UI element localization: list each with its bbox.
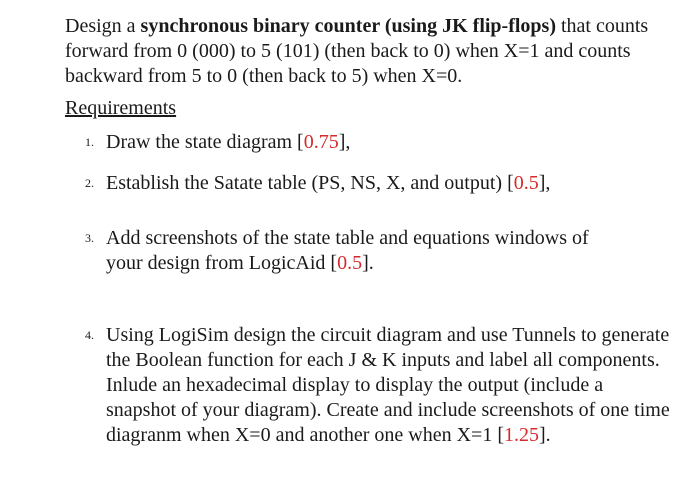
item-number: 3. (85, 231, 94, 245)
requirement-item-1 (65, 130, 685, 155)
item-text: Using LogiSim design the circuit diagram and use Tunnels to generate the Boolean function for each J & K inputs and label all components. Inlude an hexadecimal display to display the output (include a snapshot of your diagram). Create and include screenshots of one time diagranm when X=0 and another one when X=1 [ (106, 324, 670, 446)
requirement-item-3 (65, 226, 626, 276)
item-text: Establish the Satate table (PS, NS, X, and output) [ (106, 172, 514, 194)
item-text-end: ]. (539, 424, 551, 446)
item-text-end: ], (338, 131, 351, 153)
item-text: Draw the state diagram [ (106, 131, 304, 153)
intro-bold-phrase: synchronous binary counter (using JK flip-flops) (140, 15, 556, 37)
item-text-end: ], (538, 172, 551, 194)
requirement-item-2 (65, 171, 685, 196)
assignment-document (65, 14, 685, 448)
item-number: 1. (85, 135, 94, 149)
item-points: 0.5 (513, 172, 539, 194)
requirements-list (65, 130, 685, 448)
item-text-end: ]. (362, 252, 374, 274)
item-points: 0.75 (303, 131, 339, 153)
intro-text-part1: Design a (65, 15, 141, 37)
item-points: 0.5 (337, 252, 363, 274)
requirement-item-4 (65, 323, 676, 448)
item-points: 1.25 (504, 424, 539, 446)
intro-paragraph (65, 14, 685, 89)
intro-text-part2: that counts forward from 0 (000) to 5 (101) (then back to 0) when X=1 and counts backward from 5 to 0 (then back to 5) when X=0. (65, 15, 649, 87)
item-number: 4. (85, 328, 94, 342)
item-text: Add screenshots of the state table and equations windows of your design from LogicAid [ (106, 227, 589, 274)
requirements-heading: Requirements (65, 97, 177, 119)
item-number: 2. (85, 176, 94, 190)
